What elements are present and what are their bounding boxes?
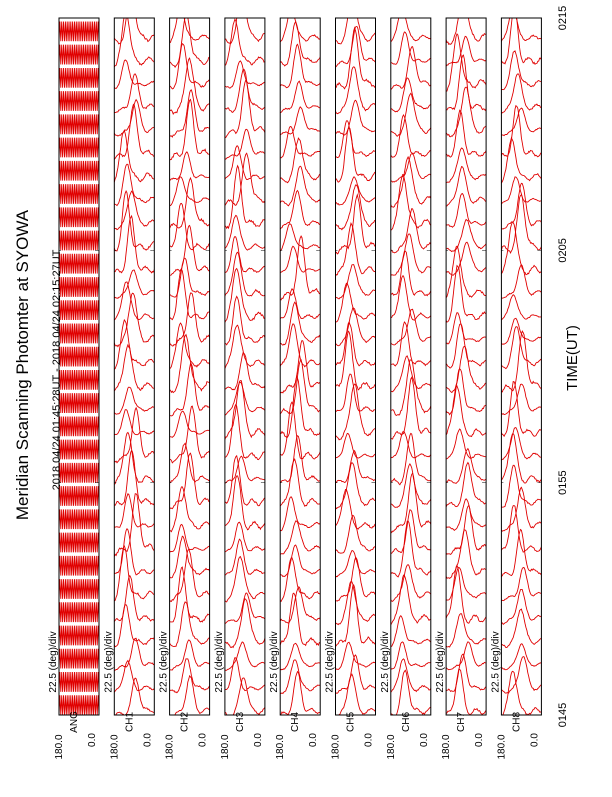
scan-trace bbox=[391, 473, 431, 532]
scan-trace bbox=[391, 8, 431, 42]
trace-group bbox=[170, 7, 210, 717]
scan-trace bbox=[114, 576, 154, 622]
y-bottom-label: 0.0 bbox=[197, 733, 209, 747]
scan-trace bbox=[114, 433, 154, 485]
chart-title: Meridian Scanning Photomter at SYOWA bbox=[13, 209, 32, 521]
panel-label: CH1 bbox=[124, 711, 136, 733]
trace-group bbox=[280, 8, 320, 715]
panel-label: CH8 bbox=[511, 711, 523, 733]
scan-trace bbox=[59, 626, 99, 646]
scan-trace bbox=[280, 497, 320, 531]
y-bottom-label: 0.0 bbox=[252, 733, 264, 747]
panel-label: CH5 bbox=[345, 711, 357, 733]
y-top-label: 180.0 bbox=[441, 734, 453, 760]
scan-trace bbox=[59, 22, 99, 42]
scale-label: 22.5 (deg)/div bbox=[435, 631, 447, 693]
scan-trace bbox=[114, 270, 154, 298]
scan-trace bbox=[170, 258, 210, 297]
scan-trace bbox=[114, 130, 154, 182]
scan-trace bbox=[446, 429, 486, 459]
scan-trace bbox=[114, 100, 154, 137]
scan-trace bbox=[59, 556, 99, 576]
scan-trace bbox=[336, 322, 376, 366]
scan-trace bbox=[59, 45, 99, 65]
scan-trace bbox=[501, 671, 541, 718]
scale-label: 22.5 (deg)/div bbox=[158, 631, 170, 693]
panel-frame bbox=[280, 18, 320, 715]
scan-trace bbox=[59, 672, 99, 692]
scan-trace bbox=[114, 529, 154, 575]
y-top-label: 180.0 bbox=[219, 734, 231, 760]
y-bottom-label: 0.0 bbox=[529, 733, 541, 747]
scan-trace bbox=[225, 658, 265, 691]
scan-trace bbox=[280, 302, 320, 345]
scan-trace bbox=[225, 593, 265, 624]
panel-label: ANG bbox=[69, 711, 80, 733]
scan-trace bbox=[501, 609, 541, 648]
scale-label: 22.5 (deg)/div bbox=[103, 631, 115, 693]
scan-trace bbox=[501, 265, 541, 299]
trace-group bbox=[336, 0, 376, 717]
scan-trace bbox=[59, 393, 99, 413]
scan-trace bbox=[59, 347, 99, 367]
trace-group bbox=[114, 0, 154, 716]
trace-group bbox=[391, 8, 431, 716]
scan-trace bbox=[446, 167, 486, 206]
scan-trace bbox=[170, 676, 210, 718]
scan-trace bbox=[170, 323, 210, 369]
scan-trace bbox=[501, 318, 541, 344]
scan-trace bbox=[59, 602, 99, 622]
scan-trace bbox=[336, 185, 376, 230]
scan-trace bbox=[501, 74, 541, 113]
scan-trace bbox=[59, 300, 99, 320]
scan-trace bbox=[59, 649, 99, 669]
scan-trace bbox=[59, 138, 99, 158]
scan-trace bbox=[446, 110, 486, 157]
scan-trace bbox=[170, 549, 210, 602]
scan-trace bbox=[391, 565, 431, 602]
y-bottom-label: 0.0 bbox=[142, 733, 154, 747]
scan-trace bbox=[225, 237, 265, 273]
y-top-label: 180.0 bbox=[330, 734, 342, 760]
scan-trace bbox=[501, 434, 541, 484]
panel-ch3 bbox=[214, 0, 265, 760]
scan-trace bbox=[391, 93, 431, 136]
y-top-label: 180.0 bbox=[385, 734, 397, 760]
scan-trace bbox=[501, 106, 541, 157]
scan-trace bbox=[501, 222, 541, 275]
scan-trace bbox=[225, 381, 265, 440]
scan-trace bbox=[446, 36, 486, 66]
scan-trace bbox=[170, 443, 210, 483]
scan-trace bbox=[391, 157, 431, 207]
scan-trace bbox=[225, 456, 265, 483]
scan-trace bbox=[501, 384, 541, 414]
scan-trace bbox=[59, 486, 99, 506]
scan-trace bbox=[446, 530, 486, 579]
scan-trace bbox=[170, 487, 210, 532]
scan-trace bbox=[59, 91, 99, 111]
scan-trace bbox=[280, 191, 320, 230]
scan-trace bbox=[59, 440, 99, 460]
panel-label: CH7 bbox=[456, 711, 468, 733]
scale-label: 22.5 (deg)/div bbox=[324, 631, 336, 693]
scan-trace bbox=[501, 295, 541, 320]
panel-label: CH2 bbox=[179, 711, 191, 733]
scan-trace bbox=[446, 87, 486, 137]
scan-trace bbox=[225, 599, 265, 648]
scan-trace bbox=[446, 669, 486, 715]
scan-trace bbox=[170, 178, 210, 228]
scan-trace bbox=[280, 341, 320, 393]
scan-trace bbox=[391, 670, 431, 716]
panel-ch6 bbox=[380, 8, 431, 759]
scan-trace bbox=[280, 521, 320, 554]
scale-label: 22.5 (deg)/div bbox=[269, 631, 281, 693]
scan-trace bbox=[59, 463, 99, 483]
scan-trace bbox=[446, 313, 486, 344]
scan-trace bbox=[59, 417, 99, 437]
scan-trace bbox=[170, 90, 210, 137]
scan-trace bbox=[446, 148, 486, 183]
scan-trace bbox=[446, 463, 486, 507]
scan-trace bbox=[280, 81, 320, 112]
scan-trace bbox=[280, 360, 320, 414]
scan-trace bbox=[336, 384, 376, 440]
scan-trace bbox=[336, 67, 376, 114]
scan-trace bbox=[59, 254, 99, 274]
scan-trace bbox=[59, 68, 99, 88]
scan-trace bbox=[336, 121, 376, 158]
scan-trace bbox=[59, 277, 99, 297]
panel-label: CH6 bbox=[400, 711, 412, 733]
y-top-label: 180.0 bbox=[164, 734, 176, 760]
scan-trace bbox=[336, 674, 376, 717]
panel-group bbox=[48, 0, 541, 760]
trace-group bbox=[501, 8, 541, 718]
trace-group bbox=[59, 22, 99, 716]
scan-trace bbox=[446, 0, 486, 44]
scan-trace bbox=[170, 152, 210, 181]
y-bottom-label: 0.0 bbox=[87, 733, 98, 747]
scan-trace bbox=[225, 269, 265, 323]
scan-trace bbox=[225, 539, 265, 575]
scan-trace bbox=[225, 678, 265, 717]
scan-trace bbox=[336, 283, 376, 322]
scan-trace bbox=[446, 654, 486, 691]
scan-trace bbox=[446, 246, 486, 298]
scan-trace bbox=[336, 223, 376, 276]
scale-label: 22.5 (deg)/div bbox=[48, 631, 59, 693]
scan-trace bbox=[501, 644, 541, 670]
scan-trace bbox=[446, 194, 486, 228]
scan-trace bbox=[225, 80, 265, 138]
scan-trace bbox=[114, 12, 154, 67]
scan-trace bbox=[114, 661, 154, 693]
panel-frame bbox=[225, 18, 265, 715]
panel-ch8 bbox=[490, 8, 541, 760]
scan-trace bbox=[225, 476, 265, 530]
y-bottom-label: 0.0 bbox=[418, 733, 430, 747]
scan-trace bbox=[59, 324, 99, 344]
scan-trace bbox=[170, 453, 210, 509]
scan-trace bbox=[501, 657, 541, 694]
scan-trace bbox=[280, 107, 320, 135]
scan-trace bbox=[114, 638, 154, 670]
scan-trace bbox=[225, 405, 265, 460]
panel-ch4 bbox=[269, 8, 320, 760]
y-top-label: 180.0 bbox=[109, 734, 121, 760]
scan-trace bbox=[225, 153, 265, 205]
scan-trace bbox=[391, 616, 431, 647]
scan-trace bbox=[336, 100, 376, 135]
scan-trace bbox=[114, 387, 154, 414]
panel-ch1 bbox=[103, 0, 154, 760]
scan-trace bbox=[391, 659, 431, 692]
scan-trace bbox=[446, 324, 486, 368]
panel-frame bbox=[114, 18, 154, 715]
scan-trace bbox=[280, 459, 320, 506]
scan-trace bbox=[501, 487, 541, 531]
scan-trace bbox=[225, 296, 265, 344]
scan-trace bbox=[391, 356, 431, 392]
scan-trace bbox=[170, 525, 210, 552]
panel-frame bbox=[336, 18, 376, 715]
scan-trace bbox=[225, 146, 265, 180]
y-bottom-label: 0.0 bbox=[474, 733, 486, 747]
scan-trace bbox=[170, 335, 210, 393]
scan-trace bbox=[446, 505, 486, 554]
panel-ch5 bbox=[325, 0, 376, 760]
scan-trace bbox=[336, 551, 376, 578]
y-bottom-label: 0.0 bbox=[308, 733, 320, 747]
scan-trace bbox=[336, 581, 376, 624]
scan-trace bbox=[391, 432, 431, 458]
scan-trace bbox=[280, 8, 320, 42]
x-tick-label: 0215 bbox=[557, 5, 569, 31]
y-top-label: 180.0 bbox=[496, 734, 508, 760]
scan-trace bbox=[59, 370, 99, 390]
scan-trace bbox=[225, 129, 265, 159]
scan-trace bbox=[336, 515, 376, 553]
scan-trace bbox=[280, 246, 320, 272]
scan-trace bbox=[170, 7, 210, 42]
scan-trace bbox=[501, 138, 541, 183]
y-top-label: 180.0 bbox=[275, 734, 287, 760]
scan-trace bbox=[59, 114, 99, 134]
time-range-label: 2018 04/24 01:45:28UT - 2018 04/24 02:15:27UT bbox=[51, 249, 63, 491]
scan-trace bbox=[336, 0, 376, 44]
scan-trace bbox=[170, 567, 210, 622]
y-bottom-label: 0.0 bbox=[363, 733, 375, 747]
scan-trace bbox=[114, 282, 154, 320]
scan-trace bbox=[501, 590, 541, 625]
scan-trace bbox=[501, 568, 541, 601]
scan-trace bbox=[391, 464, 431, 508]
scan-trace bbox=[225, 642, 265, 670]
panel-label: CH4 bbox=[290, 711, 302, 733]
scan-trace bbox=[336, 642, 376, 669]
panel-ch2 bbox=[159, 7, 210, 759]
scan-trace bbox=[225, 522, 265, 552]
scan-trace bbox=[170, 293, 210, 346]
scan-trace bbox=[280, 44, 320, 87]
scan-trace bbox=[225, 19, 265, 65]
scan-trace bbox=[114, 293, 154, 346]
scan-trace bbox=[391, 47, 431, 90]
scan-trace bbox=[59, 231, 99, 251]
scan-trace bbox=[280, 558, 320, 602]
scan-trace bbox=[336, 463, 376, 509]
scan-trace bbox=[336, 265, 376, 299]
scan-trace bbox=[391, 575, 431, 625]
scan-trace bbox=[336, 128, 376, 182]
scan-trace bbox=[59, 533, 99, 553]
scan-trace bbox=[280, 643, 320, 670]
scan-trace bbox=[391, 78, 431, 112]
trace-group bbox=[225, 0, 265, 717]
scan-trace bbox=[59, 184, 99, 204]
scale-label: 22.5 (deg)/div bbox=[379, 631, 391, 693]
panel-label: CH3 bbox=[234, 711, 246, 733]
scan-trace bbox=[446, 614, 486, 647]
scan-trace bbox=[391, 234, 431, 275]
scan-trace bbox=[59, 579, 99, 599]
x-tick-label: 0205 bbox=[557, 238, 569, 263]
scan-trace bbox=[114, 345, 154, 391]
x-tick-label: 0155 bbox=[557, 470, 569, 495]
scan-trace bbox=[114, 408, 154, 463]
scan-trace bbox=[501, 465, 541, 507]
scan-trace bbox=[501, 177, 541, 204]
scan-trace bbox=[391, 322, 431, 366]
scan-trace bbox=[59, 509, 99, 529]
trace-group bbox=[446, 0, 486, 715]
scan-trace bbox=[170, 602, 210, 647]
scale-label: 22.5 (deg)/div bbox=[490, 631, 502, 693]
scan-trace bbox=[501, 108, 541, 136]
x-tick-label: 0145 bbox=[557, 702, 569, 728]
scan-trace bbox=[501, 8, 541, 41]
scan-trace bbox=[225, 0, 265, 44]
scan-trace bbox=[501, 195, 541, 253]
scan-trace bbox=[59, 207, 99, 227]
scale-label: 22.5 (deg)/div bbox=[213, 631, 225, 693]
panel-ch7 bbox=[435, 0, 486, 760]
scan-trace bbox=[114, 0, 154, 44]
x-axis-title: TIME(UT) bbox=[564, 325, 581, 391]
y-top-label: 180.0 bbox=[54, 734, 65, 760]
scan-trace bbox=[391, 642, 431, 669]
scan-trace bbox=[501, 530, 541, 577]
scan-trace bbox=[501, 428, 541, 461]
scan-trace bbox=[59, 161, 99, 181]
scan-trace bbox=[170, 536, 210, 578]
scan-trace bbox=[501, 183, 541, 229]
